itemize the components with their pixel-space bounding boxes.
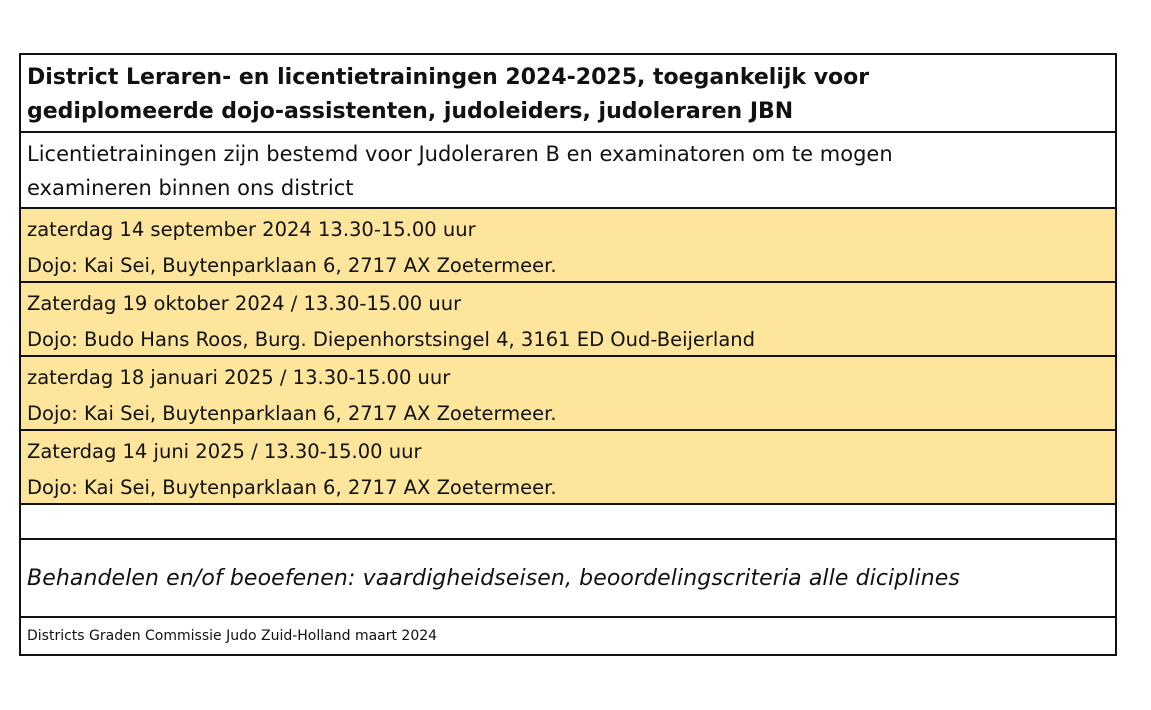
session-location: Dojo: Budo Hans Roos, Burg. Diepenhorstsingel 4, 3161 ED Oud-Beijerland: [27, 328, 756, 351]
session-row-4: [21, 431, 1115, 505]
title-row: [21, 55, 1115, 133]
session-location: Dojo: Kai Sei, Buytenparklaan 6, 2717 AX Zoetermeer.: [27, 402, 557, 425]
footer-text: Districts Graden Commissie Judo Zuid-Holland maart 2024: [27, 628, 438, 644]
session-date: zaterdag 14 september 2024 13.30-15.00 uur: [27, 218, 476, 241]
session-date: zaterdag 18 januari 2025 / 13.30-15.00 uur: [27, 366, 451, 389]
footer-row: [21, 618, 1115, 654]
session-row-3: [21, 357, 1115, 431]
title-line-2: gediplomeerde dojo-assistenten, judoleiders, judoleraren JBN: [27, 99, 794, 124]
session-row-2: [21, 283, 1115, 357]
intro-row: [21, 133, 1115, 209]
topics-row: [21, 540, 1115, 618]
session-date: Zaterdag 14 juni 2025 / 13.30-15.00 uur: [27, 440, 422, 463]
session-row-1: [21, 209, 1115, 283]
topics-text: Behandelen en/of beoefenen: vaardigheidseisen, beoordelingscriteria alle diciplines: [27, 565, 960, 591]
title-line-1: District Leraren- en licentietrainingen 2024-2025, toegankelijk voor: [27, 65, 870, 90]
session-location: Dojo: Kai Sei, Buytenparklaan 6, 2717 AX Zoetermeer.: [27, 254, 557, 277]
session-date: Zaterdag 19 oktober 2024 / 13.30-15.00 uur: [27, 292, 462, 315]
intro-line-2: examineren binnen ons district: [27, 176, 354, 200]
training-schedule-table: [19, 53, 1117, 656]
empty-row: [21, 505, 1115, 540]
intro-line-1: Licentietrainingen zijn bestemd voor Judoleraren B en examinatoren om te mogen: [27, 142, 893, 166]
session-location: Dojo: Kai Sei, Buytenparklaan 6, 2717 AX Zoetermeer.: [27, 476, 557, 499]
